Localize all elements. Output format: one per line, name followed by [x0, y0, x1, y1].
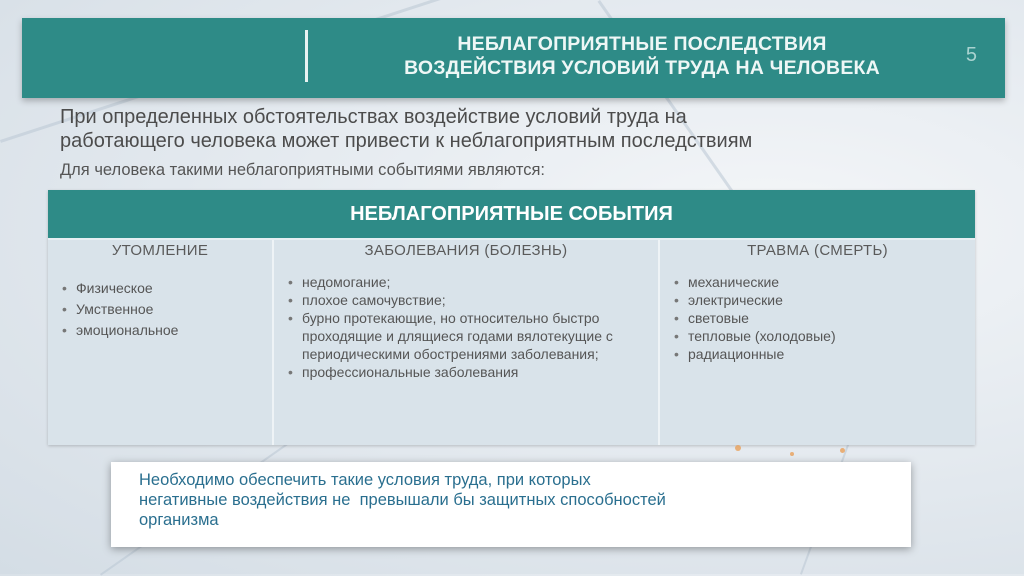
list-item: • тепловые (холодовые) — [674, 327, 961, 345]
list-item: • бурно протекающие, но относительно быстро проходящие и длящиеся годами вялотекущие с периодическими обострениями заболевания; — [288, 309, 644, 363]
column-title: УТОМЛЕНИЕ — [111, 242, 209, 259]
intro-subtitle: Для человека такими неблагоприятными событиями являются: — [60, 161, 545, 179]
list-item: • механические — [674, 273, 961, 291]
conclusion-box — [111, 462, 911, 547]
conclusion-line3: организма — [139, 511, 219, 529]
slide-title-line2: ВОЗДЕЙСТВИЯ УСЛОВИЙ ТРУДА НА ЧЕЛОВЕКА — [404, 57, 880, 79]
intro-line2: работающего человека может привести к неблагоприятным последствиям — [60, 130, 753, 152]
list-item: • плохое самочувствие; — [288, 291, 644, 309]
list-item: • электрические — [674, 291, 961, 309]
conclusion-text — [139, 470, 899, 530]
column-fatigue — [48, 240, 272, 445]
conclusion-line2: негативные воздействия не превышали бы защитных способностей — [139, 491, 666, 509]
table-heading: НЕБЛАГОПРИЯТНЫЕ СОБЫТИЯ — [48, 190, 975, 240]
events-table — [48, 190, 975, 445]
column-title: ТРАВМА (СМЕРТЬ) — [747, 242, 888, 259]
slide-title — [322, 32, 962, 80]
header-divider — [305, 30, 308, 82]
slide-title-line1: НЕБЛАГОПРИЯТНЫЕ ПОСЛЕДСТВИЯ — [457, 33, 827, 55]
slide-number: 5 — [965, 44, 977, 66]
column-title: ЗАБОЛЕВАНИЯ (БОЛЕЗНЬ) — [364, 242, 568, 259]
decorative-dot — [790, 452, 794, 456]
item-list — [288, 273, 644, 381]
item-list — [62, 279, 258, 339]
slide-header — [22, 18, 1005, 98]
decorative-dot — [840, 448, 845, 453]
column-injury — [658, 240, 975, 445]
decorative-dot — [735, 445, 741, 451]
list-item: • радиационные — [674, 345, 961, 363]
column-diseases — [272, 240, 658, 445]
list-item: • световые — [674, 309, 961, 327]
conclusion-line1: Необходимо обеспечить такие условия труда, при которых — [139, 471, 591, 489]
list-item: • Умственное — [62, 300, 258, 318]
intro-text — [60, 105, 980, 153]
list-item: • профессиональные заболевания — [288, 363, 644, 381]
item-list — [674, 273, 961, 363]
intro-line1: При определенных обстоятельствах воздействие условий труда на — [60, 106, 687, 128]
list-item: • недомогание; — [288, 273, 644, 291]
list-item: • Физическое — [62, 279, 258, 297]
list-item: • эмоциональное — [62, 321, 258, 339]
